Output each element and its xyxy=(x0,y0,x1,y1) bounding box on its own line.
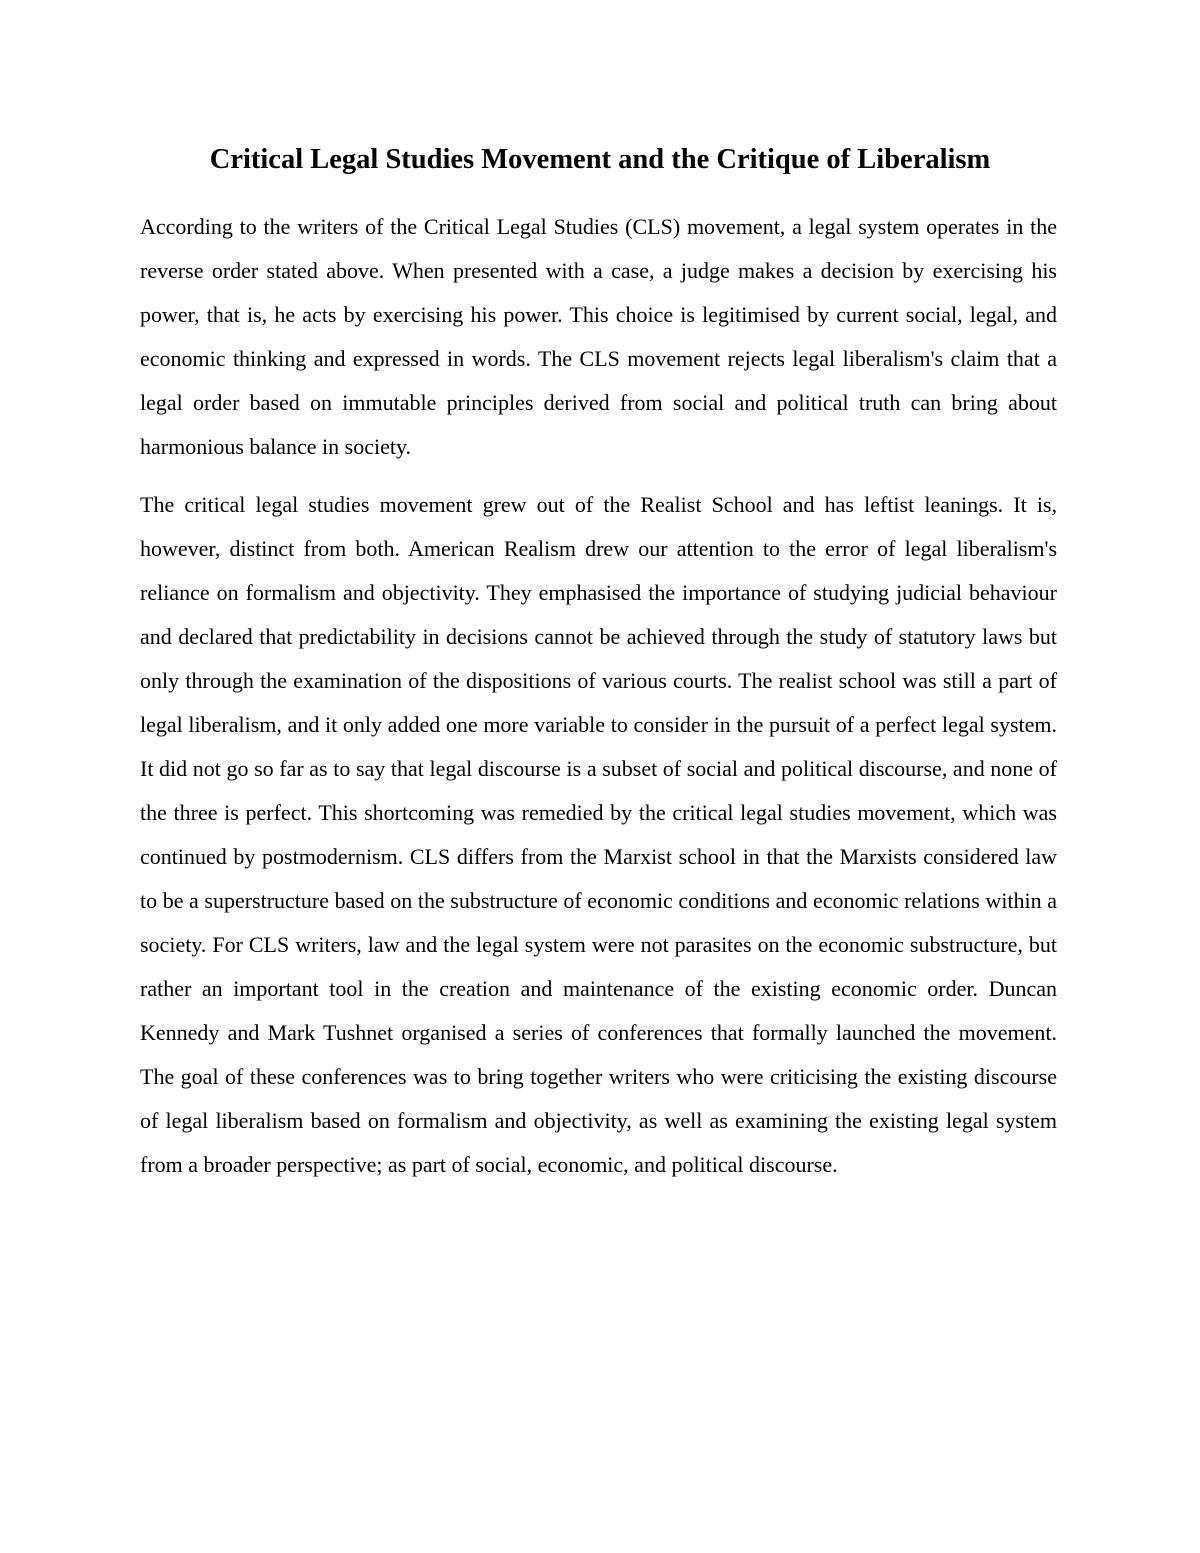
document-body xyxy=(140,205,1057,1201)
paragraph-2: The critical legal studies movement grew out of the Realist School and has leftist leanings. It is, however, distinct from both. American Realism drew our attention to the error of legal liberalism's reliance on formalism and objectivity. They emphasised the importance of studying judicial behaviour and declared that predictability in decisions cannot be achieved through the study of statutory laws but only through the examination of the dispositions of various courts. The realist school was still a part of legal liberalism, and it only added one more variable to consider in the pursuit of a perfect legal system. It did not go so far as to say that legal discourse is a subset of social and political discourse, and none of the three is perfect. This shortcoming was remedied by the critical legal studies movement, which was continued by postmodernism. CLS differs from the Marxist school in that the Marxists considered law to be a superstructure based on the substructure of economic conditions and economic relations within a society. For CLS writers, law and the legal system were not parasites on the economic substructure, but rather an important tool in the creation and maintenance of the existing economic order. Duncan Kennedy and Mark Tushnet organised a series of conferences that formally launched the movement. The goal of these conferences was to bring together writers who were criticising the existing discourse of legal liberalism based on formalism and objectivity, as well as examining the existing legal system from a broader perspective; as part of social, economic, and political discourse. xyxy=(140,492,1057,1177)
document-title: Critical Legal Studies Movement and the Critique of Liberalism xyxy=(209,144,991,175)
paragraph-1: According to the writers of the Critical Legal Studies (CLS) movement, a legal system operates in the reverse order stated above. When presented with a case, a judge makes a decision by exercising his power, that is, he acts by exercising his power. This choice is legitimised by current social, legal, and economic thinking and expressed in words. The CLS movement rejects legal liberalism's claim that a legal order based on immutable principles derived from social and political truth can bring about harmonious balance in society. xyxy=(140,214,1057,459)
